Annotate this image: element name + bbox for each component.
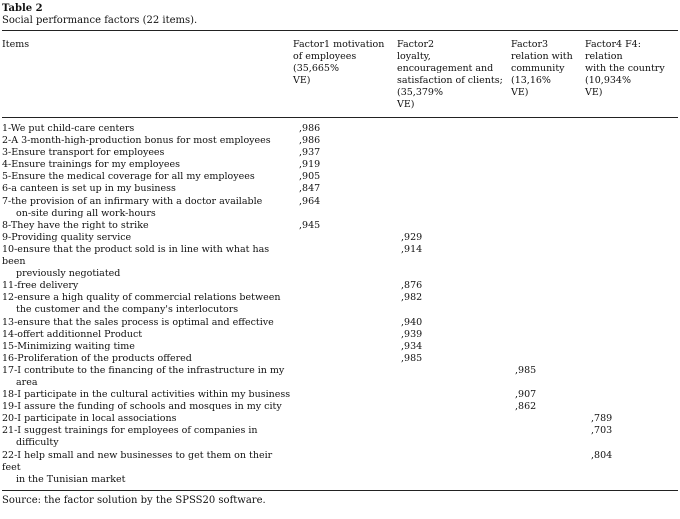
row-item-text (2, 401, 292, 413)
header-factor2: Factor2 loyalty, encouragement and satisfaction of clients; (35,379% VE) (397, 39, 503, 110)
row-item-text (2, 220, 292, 232)
loading-f1: ,945 (299, 219, 321, 231)
loading-f2: ,982 (401, 292, 423, 304)
loading-f3: ,907 (515, 389, 537, 401)
row-item-text (2, 450, 292, 486)
loading-f4: ,804 (591, 449, 613, 461)
row-item-label: 22-I help small and new businesses to get them on their feet (2, 449, 273, 473)
table-body (2, 123, 678, 486)
row-item-text (2, 280, 292, 292)
row-item-label: 1-We put child-care centers (2, 123, 135, 134)
row-item-label: 4-Ensure trainings for my employees (2, 159, 180, 171)
row-item-text (2, 341, 292, 353)
loading-f2: ,876 (401, 280, 423, 292)
loading-f1: ,847 (299, 183, 321, 195)
row-item-label: 8-They have the right to strike (2, 219, 149, 231)
loading-f2: ,929 (401, 231, 423, 243)
loading-f2: ,939 (401, 328, 423, 340)
row-item-label: 10-ensure that the product sold is in line with what has been (2, 243, 270, 268)
header-factor4: Factor4 F4: relation with the country (10,934% VE) (585, 39, 665, 98)
table-row (2, 341, 678, 353)
row-item-text (2, 123, 292, 135)
row-item-continuation: in the Tunisian market (16, 473, 126, 485)
row-item-label: 14-offert additionnel Product (2, 328, 143, 340)
table-row (2, 353, 678, 365)
row-item-label: 12-ensure a high quality of commercial relations between (2, 292, 281, 304)
row-item-label: 11-free delivery (2, 280, 79, 292)
row-item-text (2, 171, 292, 183)
loading-f1: ,986 (299, 135, 321, 147)
table-row (2, 413, 678, 425)
header-factor1: Factor1 motivation of employees (35,665% VE) (293, 39, 385, 86)
row-item-text (2, 183, 292, 195)
table-row (2, 232, 678, 244)
row-item-label: 3-Ensure transport for employees (2, 147, 165, 159)
header-items: Items (2, 39, 30, 50)
row-item-label: 15-Minimizing waiting time (2, 340, 135, 352)
row-item-label: 16-Proliferation of the products offered (2, 352, 192, 364)
loading-f3: ,985 (515, 364, 537, 376)
row-item-text (2, 329, 292, 341)
row-item-text (2, 159, 292, 171)
table-row (2, 171, 678, 183)
row-item-text (2, 244, 292, 280)
table-row (2, 196, 678, 220)
header-factor3: Factor3 relation with community (13,16% VE) (511, 39, 573, 98)
row-item-continuation: previously negotiated (16, 268, 121, 280)
row-item-continuation: on-site during all work-hours (16, 207, 156, 219)
table-row (2, 183, 678, 195)
table-label: Table 2 (2, 3, 43, 14)
loading-f1: ,986 (299, 123, 321, 134)
row-item-label: 19-I assure the funding of schools and mosques in my city (2, 401, 282, 413)
table-header (2, 35, 678, 117)
table-source: Source: the factor solution by the SPSS20 software. (2, 494, 266, 506)
row-item-text (2, 389, 292, 401)
row-item-label: 5-Ensure the medical coverage for all my employees (2, 171, 255, 183)
bottom-rule (2, 490, 678, 491)
row-item-text (2, 147, 292, 159)
table-row (2, 365, 678, 389)
row-item-text (2, 196, 292, 220)
row-item-label: 17-I contribute to the financing of the infrastructure in my (2, 364, 285, 376)
row-item-label: 9-Providing quality service (2, 231, 132, 243)
table-row (2, 317, 678, 329)
loading-f1: ,919 (299, 159, 321, 171)
row-item-label: 6-a canteen is set up in my business (2, 183, 176, 195)
loading-f1: ,905 (299, 171, 321, 183)
row-item-label: 7-the provision of an infirmary with a doctor available (2, 195, 263, 207)
loading-f3: ,862 (515, 401, 537, 413)
table-row (2, 244, 678, 280)
row-item-text (2, 413, 292, 425)
loading-f4: ,703 (591, 425, 613, 437)
row-item-text (2, 425, 292, 449)
row-item-label: 2-A 3-month-high-production bonus for most employees (2, 135, 271, 147)
row-item-text (2, 353, 292, 365)
loading-f2: ,940 (401, 316, 423, 328)
loading-f1: ,964 (299, 195, 321, 207)
row-item-label: 20-I participate in local associations (2, 413, 177, 425)
table-row (2, 401, 678, 413)
row-item-label: 13-ensure that the sales process is optimal and effective (2, 316, 274, 328)
loading-f2: ,934 (401, 340, 423, 352)
loading-f4: ,789 (591, 413, 613, 425)
table-row (2, 123, 678, 135)
table-row (2, 389, 678, 401)
row-item-text (2, 292, 292, 316)
row-item-text (2, 135, 292, 147)
row-item-text (2, 317, 292, 329)
row-item-continuation: the customer and the company's interlocutors (16, 304, 239, 316)
table-row (2, 147, 678, 159)
row-item-continuation: difficulty (16, 437, 59, 449)
row-item-label: 18-I participate in the cultural activities within my business (2, 389, 291, 401)
table-row (2, 220, 678, 232)
top-rule (2, 30, 678, 31)
table-row (2, 292, 678, 316)
table-row (2, 159, 678, 171)
table-container (2, 3, 678, 507)
table-row (2, 135, 678, 147)
table-row (2, 450, 678, 486)
table-row (2, 329, 678, 341)
loading-f2: ,985 (401, 352, 423, 364)
loading-f1: ,937 (299, 147, 321, 159)
row-item-text (2, 365, 292, 389)
row-item-label: 21-I suggest trainings for employees of companies in (2, 425, 258, 437)
row-item-continuation: area (16, 376, 38, 388)
table-caption: Social performance factors (22 items). (2, 15, 198, 26)
table-row (2, 425, 678, 449)
table-row (2, 280, 678, 292)
loading-f2: ,914 (401, 243, 423, 255)
row-item-text (2, 232, 292, 244)
header-rule (2, 117, 678, 118)
